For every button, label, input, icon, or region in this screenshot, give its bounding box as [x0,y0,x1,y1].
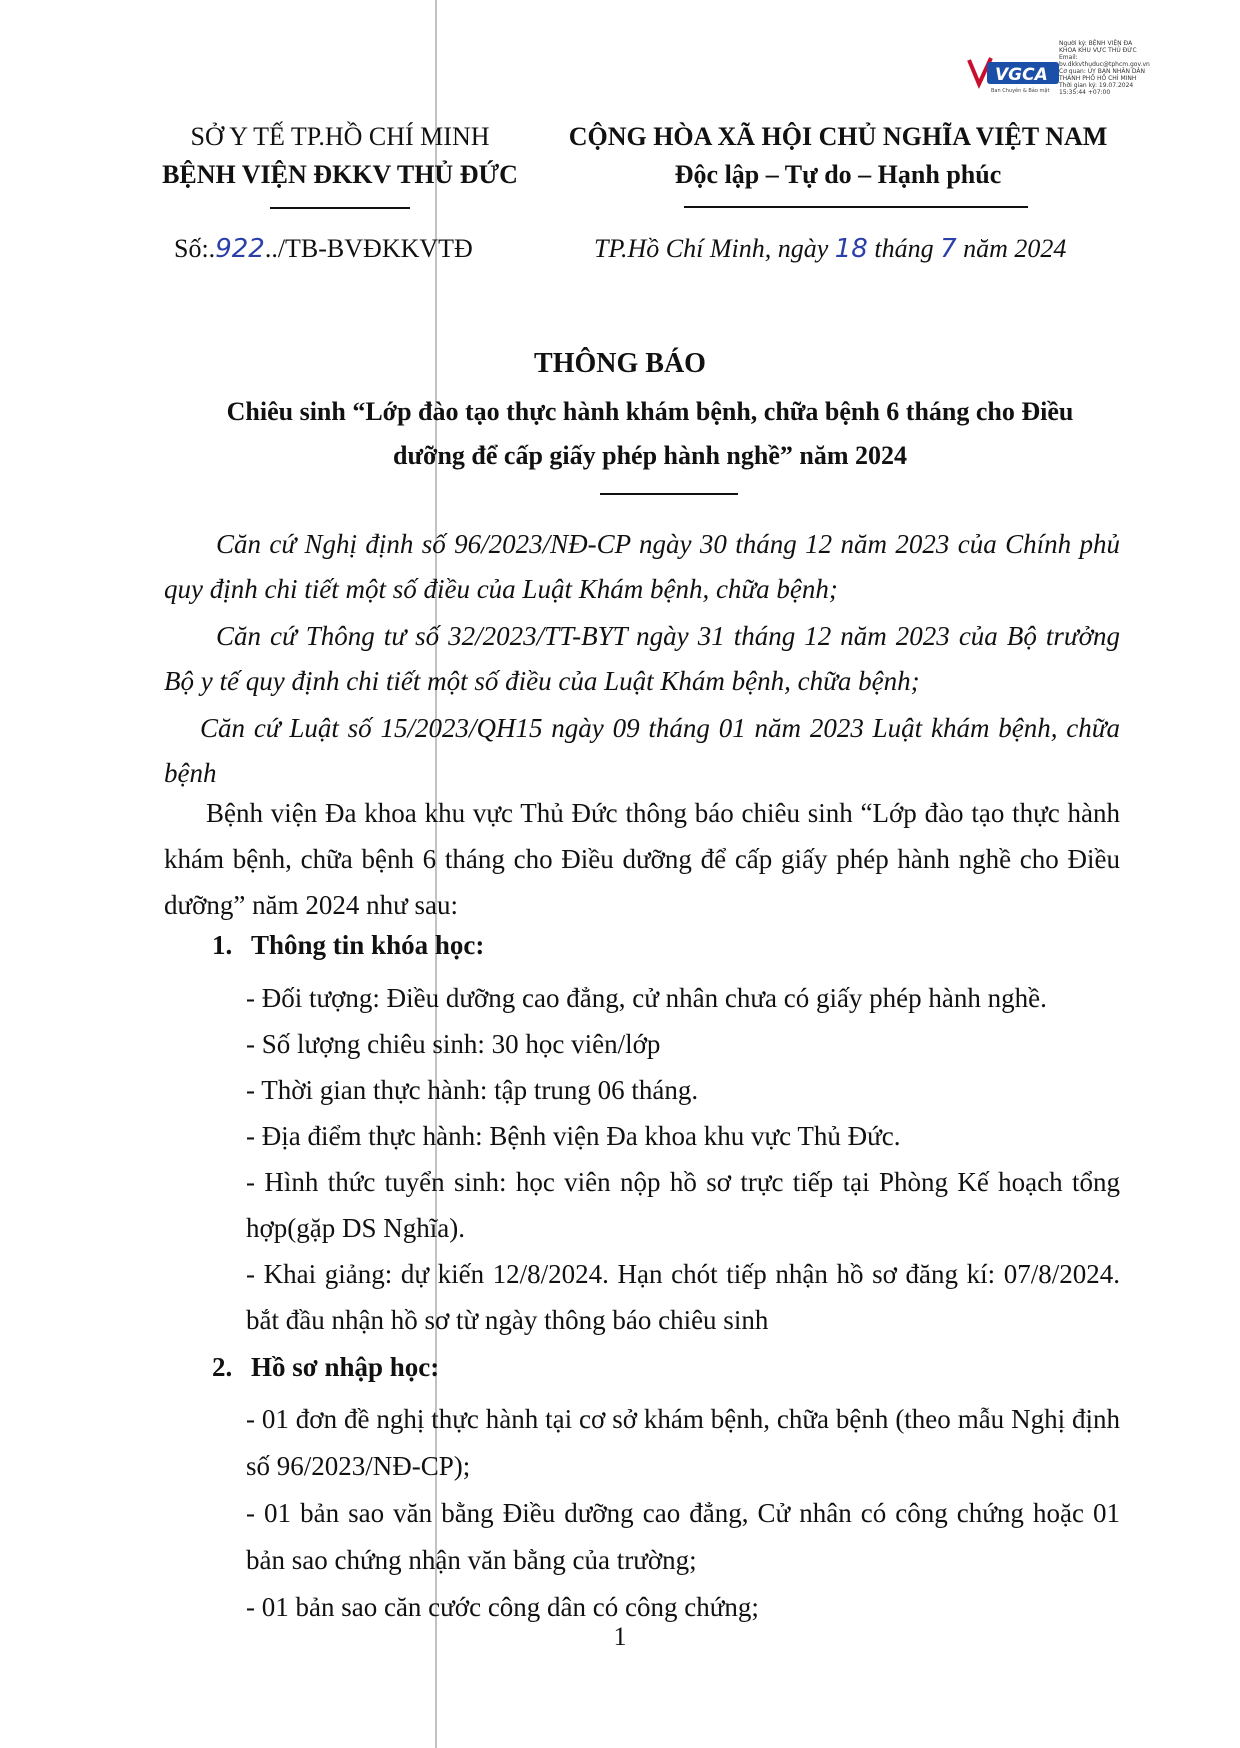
section-1-list [246,975,1120,1343]
list-item: - Khai giảng: dự kiến 12/8/2024. Hạn chót tiếp nhận hồ sơ đăng kí: 07/8/2024. bắt đầu nhận hồ sơ từ ngày thông báo chiêu sinh [246,1259,1120,1335]
signature-line: bv.dkkvthuduc@tphcm.gov.vn [1059,61,1150,68]
digital-signature-stamp [965,40,1165,106]
document-date [594,232,1066,266]
department-name: SỞ Y TẾ TP.HỒ CHÍ MINH [190,122,490,151]
signature-line: Email: [1059,54,1078,61]
list-item: - 01 đơn đề nghị thực hành tại cơ sở khám bệnh, chữa bệnh (theo mẫu Nghị định số 96/2023/NĐ-CP); [246,1404,1120,1481]
section-2-heading [212,1349,439,1385]
section-2-title: Hồ sơ nhập học: [251,1352,440,1382]
section-1-number: 1. [212,930,233,960]
doc-number-prefix: Số:. [174,234,216,263]
signature-line: THÀNH PHỐ HỒ CHÍ MINH [1059,75,1137,82]
list-item: - Số lượng chiêu sinh: 30 học viên/lớp [246,1029,661,1059]
date-month-label: tháng [874,234,934,263]
document-number [174,232,473,266]
section-1-heading [212,927,484,963]
signature-line: KHOA KHU VỰC THỦ ĐỨC [1059,47,1137,54]
list-item: - Đối tượng: Điều dưỡng cao đẳng, cử nhân chưa có giấy phép hành nghề. [246,983,1047,1013]
list-item: - Địa điểm thực hành: Bệnh viện Đa khoa khu vực Thủ Đức. [246,1121,901,1151]
issuing-authority [120,120,560,192]
subtitle-line-2: dưỡng để cấp giấy phép hành nghề” năm 2024 [392,441,908,470]
date-month-handwritten: 7 [940,234,957,264]
list-item: - 01 bản sao căn cước công dân có công chứng; [246,1592,759,1622]
intro-paragraph: Bệnh viện Đa khoa khu vực Thủ Đức thông báo chiêu sinh “Lớp đào tạo thực hành khám bệnh, chữa bệnh 6 tháng cho Điều dưỡng để cấp giấy phép hành nghề cho Điều dưỡng” năm 2024 như sau: [164,798,1120,920]
vgca-logo-icon [965,54,1061,94]
subtitle-line-1: Chiêu sinh “Lớp đào tạo thực hành khám bệnh, chữa bệnh 6 tháng cho Điều [226,397,1074,426]
list-item: - Hình thức tuyển sinh: học viên nộp hồ sơ trực tiếp tại Phòng Kế hoạch tổng hợp(gặp DS Nghĩa). [246,1167,1120,1243]
list-item: - Thời gian thực hành: tập trung 06 tháng. [246,1075,699,1105]
hospital-name: BỆNH VIỆN ĐKKV THỦ ĐỨC [162,160,518,189]
legal-basis-1: Căn cứ Nghị định số 96/2023/NĐ-CP ngày 30 tháng 12 năm 2023 của Chính phủ quy định chi tiết một số điều của Luật Khám bệnh, chữa bệnh; [164,529,1120,604]
header-right-underline [684,206,1028,208]
date-day-handwritten: 18 [834,234,868,264]
section-2-number: 2. [212,1352,233,1382]
notice-subtitle [150,395,1150,473]
list-item: - 01 bản sao văn bằng Điều dưỡng cao đẳng, Cử nhân có công chứng hoặc 01 bản sao chứng nhận văn bằng của trường; [246,1498,1120,1575]
date-year: năm 2024 [963,234,1067,263]
header-left-underline [270,207,410,209]
signature-line: Thời gian ký: 19.07.2024 [1059,82,1134,89]
signature-line: Người ký: BỆNH VIỆN ĐA [1059,40,1133,47]
page-number: 1 [613,1622,627,1651]
legal-basis-3: Căn cứ Luật số 15/2023/QH15 ngày 09 tháng 01 năm 2023 Luật khám bệnh, chữa bệnh [164,713,1120,788]
national-motto [548,120,1128,192]
title-underline [600,493,738,495]
signature-line: Cơ quan: ỦY BAN NHÂN DÂN [1059,68,1145,75]
country-name: CỘNG HÒA XÃ HỘI CHỦ NGHĨA VIỆT NAM [568,122,1108,151]
vgca-logo-subtitle: Ban Chuyên & Bảo mật [991,88,1050,94]
signature-details [1059,40,1169,96]
legal-basis-2: Căn cứ Thông tư số 32/2023/TT-BYT ngày 31 tháng 12 năm 2023 của Bộ trưởng Bộ y tế quy định chi tiết một số điều của Luật Khám bệnh, chữa bệnh; [164,621,1120,696]
vgca-logo-text: VGCA [995,65,1048,85]
date-place: TP.Hồ Chí Minh, ngày [594,234,829,263]
doc-number-handwritten: 922 [215,234,265,264]
section-1-title: Thông tin khóa học: [251,930,485,960]
signature-line: 15:35:44 +07:00 [1059,89,1111,96]
motto: Độc lập – Tự do – Hạnh phúc [674,160,1002,189]
section-2-list [246,1396,1120,1631]
doc-number-suffix: ../TB-BVĐKKVTĐ [264,234,473,263]
notice-title: THÔNG BÁO [534,348,706,379]
